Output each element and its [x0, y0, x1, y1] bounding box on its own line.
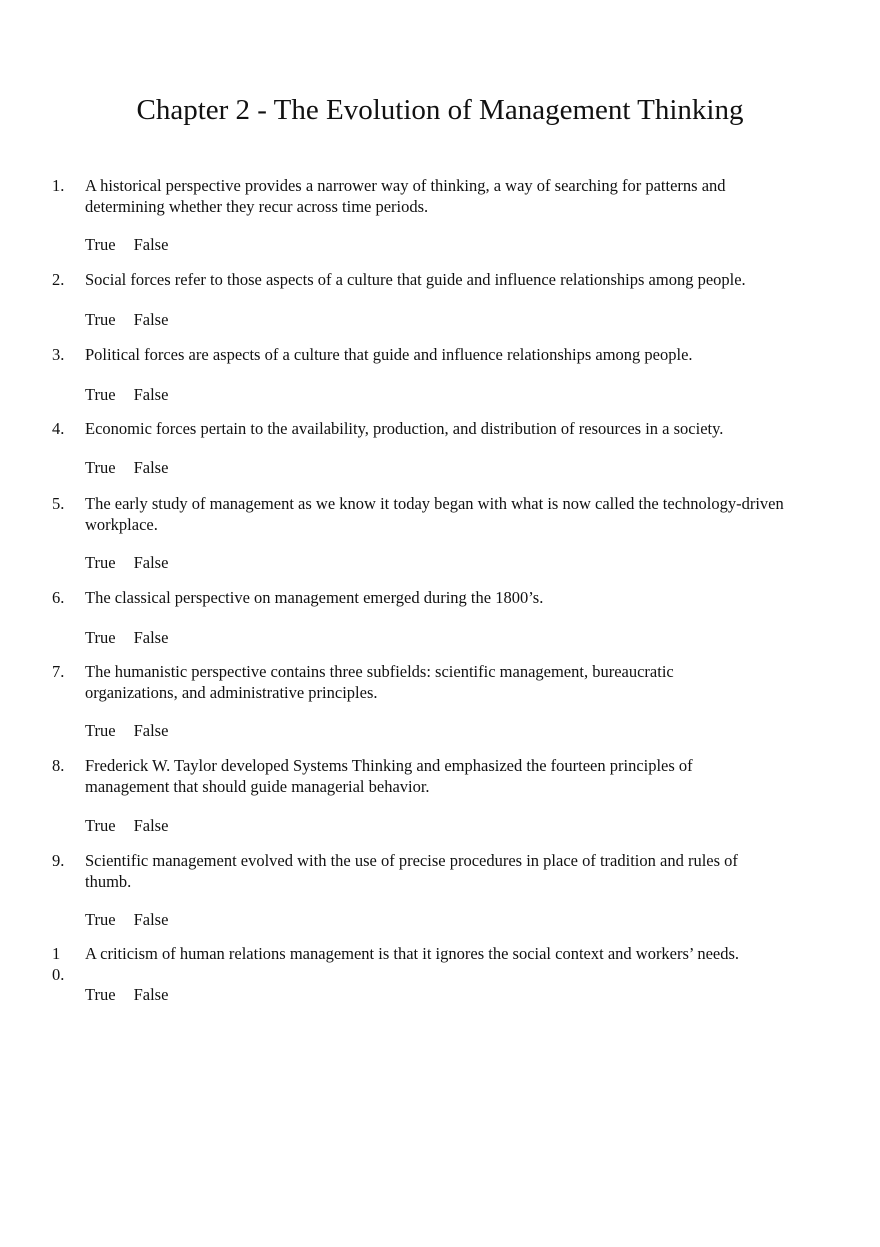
option-false: False	[133, 985, 169, 1004]
question-text: The classical perspective on management emerged during the 1800’s.	[85, 588, 544, 607]
option-true: True	[85, 385, 116, 404]
option-true: True	[85, 458, 116, 477]
question-number: 1.	[52, 176, 65, 195]
answer-options-8	[85, 815, 168, 836]
question-text: The early study of management as we know it today began with what is now called the technology-driven workplace.	[85, 494, 784, 534]
question-text: The humanistic perspective contains three subfields: scientific management, bureaucratic organizations, and administrative principles.	[85, 662, 674, 702]
answer-options-2	[85, 309, 168, 330]
option-true: True	[85, 553, 116, 572]
question-text: Political forces are aspects of a culture that guide and influence relationships among people.	[85, 345, 693, 364]
option-true: True	[85, 721, 116, 740]
question-number: 4.	[52, 419, 65, 438]
question-number: 6.	[52, 588, 65, 607]
option-false: False	[133, 910, 169, 929]
question-number: 10.	[52, 944, 65, 984]
question-text: Scientific management evolved with the use of precise procedures in place of tradition and rules of thumb.	[85, 851, 738, 891]
option-true: True	[85, 628, 116, 647]
question-number: 3.	[52, 345, 65, 364]
option-false: False	[133, 721, 169, 740]
question-number: 8.	[52, 756, 65, 775]
page-title: Chapter 2 - The Evolution of Management Thinking	[136, 94, 744, 126]
question-number: 2.	[52, 270, 65, 289]
option-true: True	[85, 310, 116, 329]
question-text: A historical perspective provides a narrower way of thinking, a way of searching for patterns and determining whether they recur across time periods.	[85, 176, 726, 216]
answer-options-10	[85, 984, 168, 1005]
option-false: False	[133, 385, 169, 404]
option-false: False	[133, 628, 169, 647]
option-true: True	[85, 816, 116, 835]
option-false: False	[133, 553, 169, 572]
answer-options-7	[85, 720, 168, 741]
question-text: Economic forces pertain to the availability, production, and distribution of resources in a society.	[85, 419, 724, 438]
question-text: Frederick W. Taylor developed Systems Thinking and emphasized the fourteen principles of management that should guide managerial behavior.	[85, 756, 693, 796]
question-number: 5.	[52, 494, 65, 513]
question-text: A criticism of human relations management is that it ignores the social context and workers’ needs.	[85, 944, 740, 963]
answer-options-9	[85, 909, 168, 930]
answer-options-3	[85, 384, 168, 405]
answer-options-4	[85, 457, 168, 478]
option-false: False	[133, 816, 169, 835]
option-false: False	[133, 458, 169, 477]
option-false: False	[133, 235, 169, 254]
question-text: Social forces refer to those aspects of a culture that guide and influence relationships among people.	[85, 270, 746, 289]
answer-options-6	[85, 627, 168, 648]
option-true: True	[85, 235, 116, 254]
answer-options-5	[85, 552, 168, 573]
question-number: 9.	[52, 851, 65, 870]
question-number: 7.	[52, 662, 65, 681]
option-true: True	[85, 910, 116, 929]
option-false: False	[133, 310, 169, 329]
answer-options-1	[85, 234, 168, 255]
option-true: True	[85, 985, 116, 1004]
